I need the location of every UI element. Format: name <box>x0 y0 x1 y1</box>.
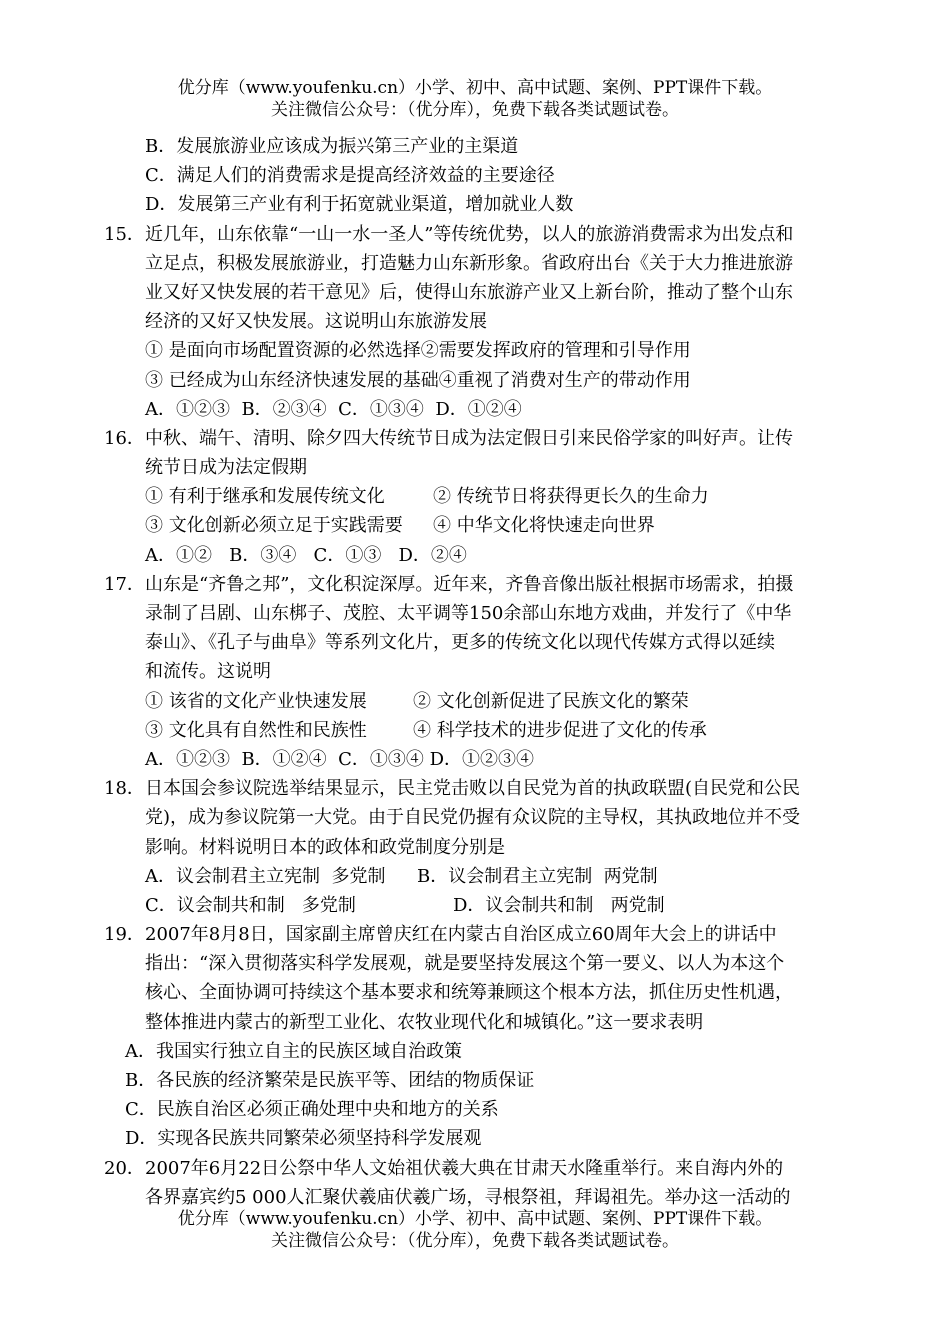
q16-stem-line-1: 16．中秋、端午、清明、除夕四大传统节日成为法定假日引来民俗学家的叫好声。让传 <box>0 424 950 453</box>
q20-stem-line-1: 20．2007年6月22日公祭中华人文始祖伏羲大典在甘肃天水隆重举行。来自海内外的 <box>0 1154 950 1183</box>
q17-number: 17． <box>104 573 145 595</box>
q19-option-d: D．实现各民族共同繁荣必须坚持科学发展观 <box>125 1128 482 1150</box>
exam-content <box>0 132 950 1212</box>
q14-option-d: D．发展第三产业有利于拓宽就业渠道，增加就业人数 <box>145 194 574 216</box>
q14-option-b: B．发展旅游业应该成为振兴第三产业的主渠道 <box>145 136 519 157</box>
footer-line-1: 优分库（www.youfenku.cn）小学、初中、高中试题、案例、PPT课件下载。 <box>177 1209 773 1229</box>
q20-stem-line-2: 各界嘉宾约5 000人汇聚伏羲庙伏羲广场，寻根祭祖，拜谒祖先。举办这一活动的 <box>145 1186 791 1208</box>
q15-stem-line-4: 经济的又好又快发展。这说明山东旅游发展 <box>145 311 487 333</box>
q19-number: 19． <box>104 924 145 946</box>
header-line-1: 优分库（www.youfenku.cn）小学、初中、高中试题、案例、PPT课件下载。 <box>177 78 773 98</box>
q16-statements-1: ① 有利于继承和发展传统文化 ② 传统节日将获得更长久的生命力 <box>145 486 709 508</box>
q16-statements-2: ③ 文化创新必须立足于实践需要 ④ 中华文化将快速走向世界 <box>145 515 655 537</box>
q19-stem-line-2: 指出：“深入贯彻落实科学发展观，就是要坚持发展这个第一要义、以人为本这个 <box>145 953 785 975</box>
q17-choices: A．①②③ B．①②④ C．①③④ D．①②③④ <box>145 748 535 770</box>
q18-options-cd: C．议会制共和制 多党制 D．议会制共和制 两党制 <box>145 894 665 916</box>
q14-option-c: C．满足人们的消费需求是提高经济效益的主要途径 <box>145 165 555 187</box>
q16-number: 16． <box>104 427 145 449</box>
q19-stem-line-1: 19．2007年8月8日，国家副主席曾庆红在内蒙古自治区成立60周年大会上的讲话中 <box>0 920 950 949</box>
q15-choices: A．①②③ B．②③④ C．①③④ D．①②④ <box>145 398 522 420</box>
q18-options-ab: A．议会制君主立宪制 多党制 B．议会制君主立宪制 两党制 <box>145 865 658 887</box>
page-footer <box>0 1208 950 1252</box>
q19-option-a: A．我国实行独立自主的民族区域自治政策 <box>125 1040 462 1062</box>
q19-stem-line-3: 核心、全面协调可持续这个基本要求和统筹兼顾这个根本方法，抓住历史性机遇， <box>145 982 793 1004</box>
q15-statements-2: ③ 已经成为山东经济快速发展的基础④重视了消费对生产的带动作用 <box>145 369 691 391</box>
q19-option-b: B．各民族的经济繁荣是民族平等、团结的物质保证 <box>125 1070 535 1091</box>
q17-stem-line-4: 和流传。这说明 <box>145 661 271 683</box>
q17-stem-line-3: 泰山》、《孔子与曲阜》等系列文化片，更多的传统文化以现代传媒方式得以延续 <box>145 632 775 654</box>
q16-stem-line-2: 统节日成为法定假期 <box>145 457 307 479</box>
q18-number: 18． <box>104 778 145 800</box>
q18-stem-line-3: 影响。材料说明日本的政体和政党制度分别是 <box>145 836 505 858</box>
q16-choices: A．①② B．③④ C．①③ D．②④ <box>145 544 467 566</box>
q19-stem-line-4: 整体推进内蒙古的新型工业化、农牧业现代化和城镇化。”这一要求表明 <box>145 1011 704 1033</box>
q18-stem-line-2: 党)，成为参议院第一大党。由于自民党仍握有众议院的主导权，其执政地位并不受 <box>145 807 801 829</box>
q18-stem-line-1: 18．日本国会参议院选举结果显示，民主党击败以自民党为首的执政联盟(自民党和公民 <box>0 774 950 803</box>
q17-statements-1: ① 该省的文化产业快速发展 ② 文化创新促进了民族文化的繁荣 <box>145 690 689 712</box>
q17-stem-line-2: 录制了吕剧、山东梆子、茂腔、太平调等150余部山东地方戏曲，并发行了《中华 <box>145 603 792 624</box>
q19-option-c: C．民族自治区必须正确处理中央和地方的关系 <box>125 1099 499 1121</box>
q17-stem-line-1: 17．山东是“齐鲁之邦”，文化积淀深厚。近年来，齐鲁音像出版社根据市场需求，拍摄 <box>0 570 950 599</box>
footer-line-2: 关注微信公众号：（优分库），免费下载各类试题试卷。 <box>271 1231 679 1251</box>
page-header <box>0 77 950 121</box>
q17-statements-2: ③ 文化具有自然性和民族性 ④ 科学技术的进步促进了文化的传承 <box>145 719 707 741</box>
q15-stem-line-2: 立足点，积极发展旅游业，打造魅力山东新形象。省政府出台《关于大力推进旅游 <box>145 252 793 274</box>
q15-statements-1: ① 是面向市场配置资源的必然选择②需要发挥政府的管理和引导作用 <box>145 340 691 362</box>
q15-stem-line-1: 15．近几年，山东依靠“一山一水一圣人”等传统优势，以人的旅游消费需求为出发点和 <box>0 220 950 249</box>
header-line-2: 关注微信公众号：（优分库），免费下载各类试题试卷。 <box>271 100 679 120</box>
q15-stem-line-3: 业又好又快发展的若干意见》后，使得山东旅游产业又上新台阶，推动了整个山东 <box>145 281 793 303</box>
q20-number: 20． <box>104 1157 145 1179</box>
q15-number: 15． <box>104 223 145 245</box>
